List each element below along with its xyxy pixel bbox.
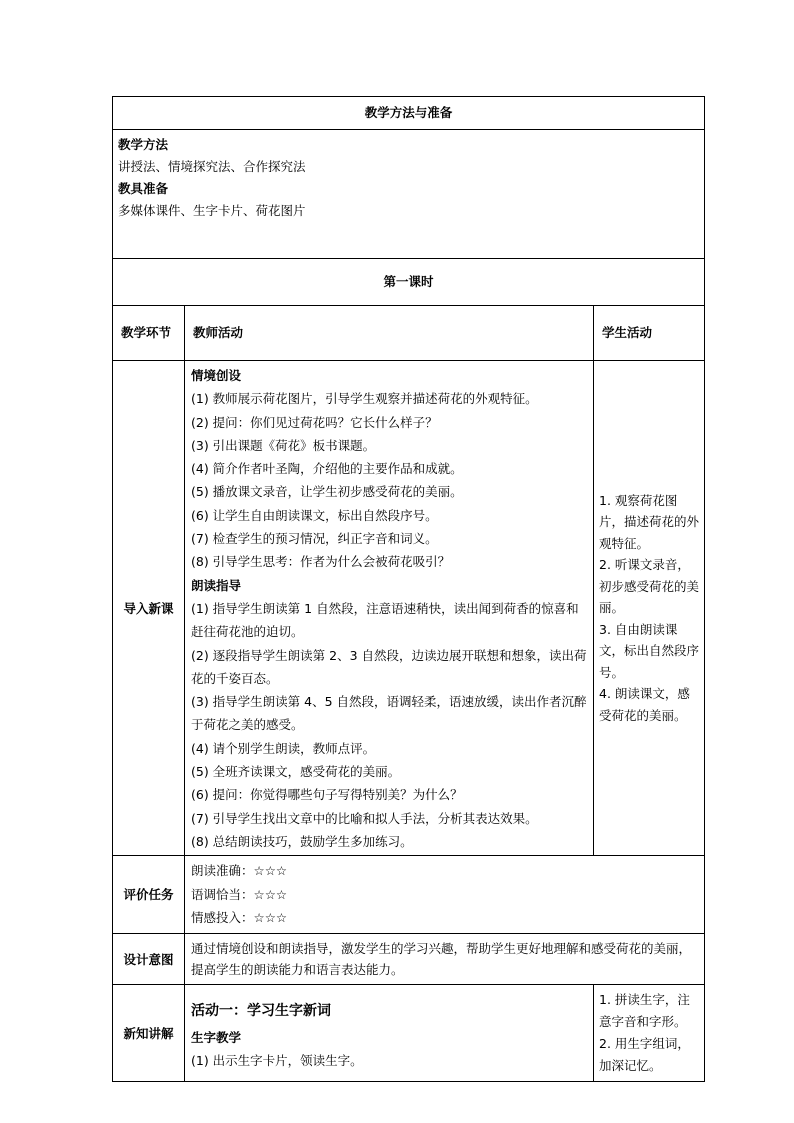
list-item: 情感投入：☆☆☆ — [191, 910, 288, 926]
new-knowledge-teacher — [185, 984, 594, 1081]
header-stage: 教学环节 — [113, 306, 185, 361]
list-item: (2) 逐段指导学生朗读第 2、3 自然段，边读边展开联想和想象，读出荷花的千姿百态。 — [191, 647, 587, 686]
design-intent: 通过情境创设和朗读指导，激发学生的学习兴趣，帮助学生更好地理解和感受荷花的美丽，提高学生的朗读能力和语言表达能力。 — [185, 933, 705, 984]
prep-section — [113, 130, 705, 259]
list-item: (7) 检查学生的预习情况，纠正字音和词义。 — [191, 531, 438, 547]
list-item: (7) 引导学生找出文章中的比喻和拟人手法，分析其表达效果。 — [191, 810, 538, 826]
list-item: (5) 播放课文录音，让学生初步感受荷花的美丽。 — [191, 484, 463, 500]
list-item: (6) 提问：你觉得哪些句子写得特别美？为什么？ — [191, 787, 463, 803]
lesson-plan-table — [112, 96, 705, 1082]
list-item: (1) 教师展示荷花图片，引导学生观察并描述荷花的外观特征。 — [191, 391, 538, 407]
list-item: (3) 指导学生朗读第 4、5 自然段，语调轻柔，语速放缓，读出作者沉醉于荷花之美的感受。 — [191, 694, 587, 733]
list-item: (8) 引导学生思考：作者为什么会被荷花吸引？ — [191, 554, 451, 570]
list-item: 语调恰当：☆☆☆ — [191, 886, 288, 902]
stage-new-knowledge: 新知讲解 — [113, 984, 185, 1081]
evaluation-criteria — [185, 856, 705, 934]
method-value: 讲授法、情境探究法、合作探究法 — [118, 159, 306, 174]
list-item: 朗读准确：☆☆☆ — [191, 863, 288, 879]
list-item: 2. 用生字组词，加深记忆。 — [599, 1035, 690, 1073]
intro-student-activities — [594, 361, 705, 856]
list-item: 2. 听课文录音，初步感受荷花的美丽。 — [599, 557, 700, 616]
header-student: 学生活动 — [594, 306, 705, 361]
list-item: (4) 请个别学生朗读，教师点评。 — [191, 740, 376, 756]
list-item: (4) 简介作者叶圣陶，介绍他的主要作品和成就。 — [191, 461, 463, 477]
list-item: 1. 拼读生字，注意字音和字形。 — [599, 991, 690, 1029]
sub-title: 生字教学 — [191, 1029, 242, 1045]
method-label: 教学方法 — [118, 137, 169, 152]
reading-title: 朗读指导 — [191, 577, 242, 593]
situation-title: 情境创设 — [191, 368, 242, 383]
list-item: (1) 指导学生朗读第 1 自然段，注意语速稍快，读出闻到荷香的惊喜和赶往荷花池的迫切。 — [191, 600, 579, 640]
list-item: (6) 让学生自由朗读课文，标出自然段序号。 — [191, 507, 438, 523]
tools-value: 多媒体课件、生字卡片、荷花图片 — [118, 203, 306, 218]
list-item: (2) 提问：你们见过荷花吗？它长什么样子？ — [191, 414, 438, 430]
list-item: 4. 朗读课文，感受荷花的美丽。 — [599, 686, 690, 723]
intro-teacher-activities — [185, 361, 594, 856]
stage-design: 设计意图 — [113, 933, 185, 984]
stage-intro: 导入新课 — [113, 361, 185, 856]
new-knowledge-student — [594, 984, 705, 1081]
list-item: 3. 自由朗读课文，标出自然段序号。 — [599, 621, 700, 680]
list-item: (1) 出示生字卡片，领读生字。 — [191, 1053, 363, 1069]
stage-evaluation: 评价任务 — [113, 856, 185, 934]
list-item: (8) 总结朗读技巧，鼓励学生多加练习。 — [191, 833, 413, 849]
list-item: (3) 引出课题《荷花》板书课题。 — [191, 437, 376, 453]
section-title: 教学方法与准备 — [113, 97, 705, 130]
lesson-title: 第一课时 — [113, 259, 705, 306]
tools-label: 教具准备 — [118, 181, 169, 196]
activity-title: 活动一：学习生字新词 — [191, 1002, 331, 1019]
header-teacher: 教师活动 — [185, 306, 594, 361]
list-item: (5) 全班齐读课文，感受荷花的美丽。 — [191, 764, 401, 780]
list-item: 1. 观察荷花图片，描述荷花的外观特征。 — [599, 492, 700, 551]
